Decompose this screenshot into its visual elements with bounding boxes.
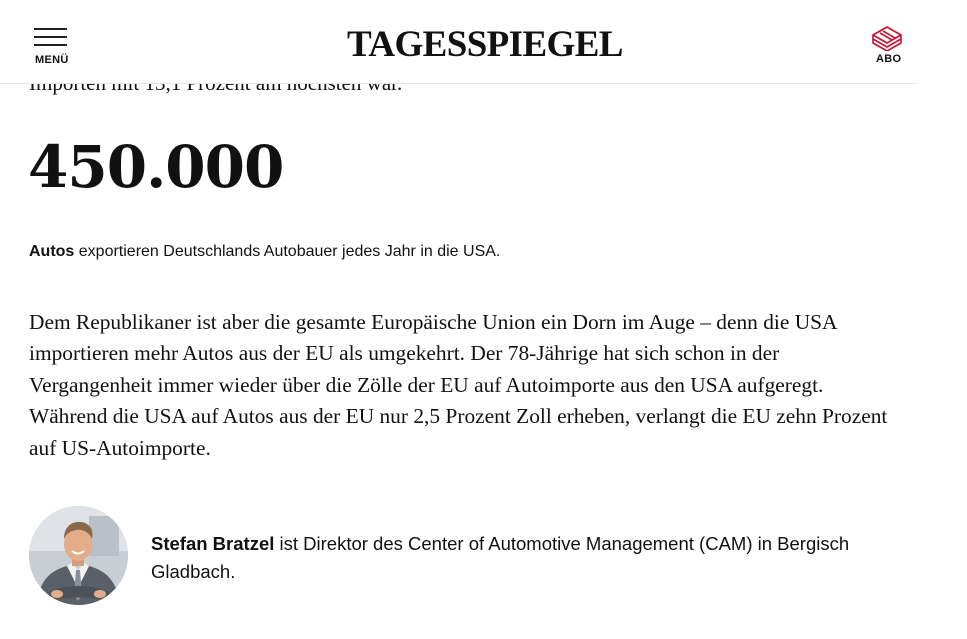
- newspaper-stack-icon: [870, 23, 904, 51]
- site-logo[interactable]: TAGESSPIEGEL: [347, 24, 623, 65]
- hamburger-menu-icon: [34, 28, 67, 48]
- author-bio-text: [151, 530, 911, 586]
- abo-label: ABO: [876, 53, 902, 65]
- author-avatar: [29, 506, 128, 605]
- menu-label: MENÜ: [35, 54, 69, 66]
- author-photo: [29, 506, 128, 605]
- author-name: Stefan Bratzel: [151, 533, 275, 554]
- site-header: [0, 0, 917, 84]
- author-bio: [29, 506, 919, 606]
- menu-button[interactable]: [33, 27, 69, 69]
- abo-button[interactable]: [866, 23, 908, 69]
- article-paragraph: Dem Republikaner ist aber die gesamte Europäische Union ein Dorn im Auge – denn die USA importieren mehr Autos aus der EU als umgekehrt. Der 78-Jährige hat sich schon in der Vergangenheit immer wieder über die Zölle der EU auf Autoimporte aus den USA aufgeregt. Während die USA auf Autos aus der EU nur 2,5 Prozent Zoll erheben, verlangt die EU zehn Prozent auf US-Autoimporte.: [29, 310, 888, 460]
- fact-number: 450.000: [28, 133, 284, 201]
- fact-caption: [29, 241, 500, 263]
- fact-caption-strong: Autos: [29, 243, 75, 260]
- author-description: ist Direktor des Center of Automotive Management (CAM) in Bergisch Gladbach.: [151, 533, 850, 582]
- fact-caption-text: exportieren Deutschlands Autobauer jedes Jahr in die USA.: [74, 243, 501, 260]
